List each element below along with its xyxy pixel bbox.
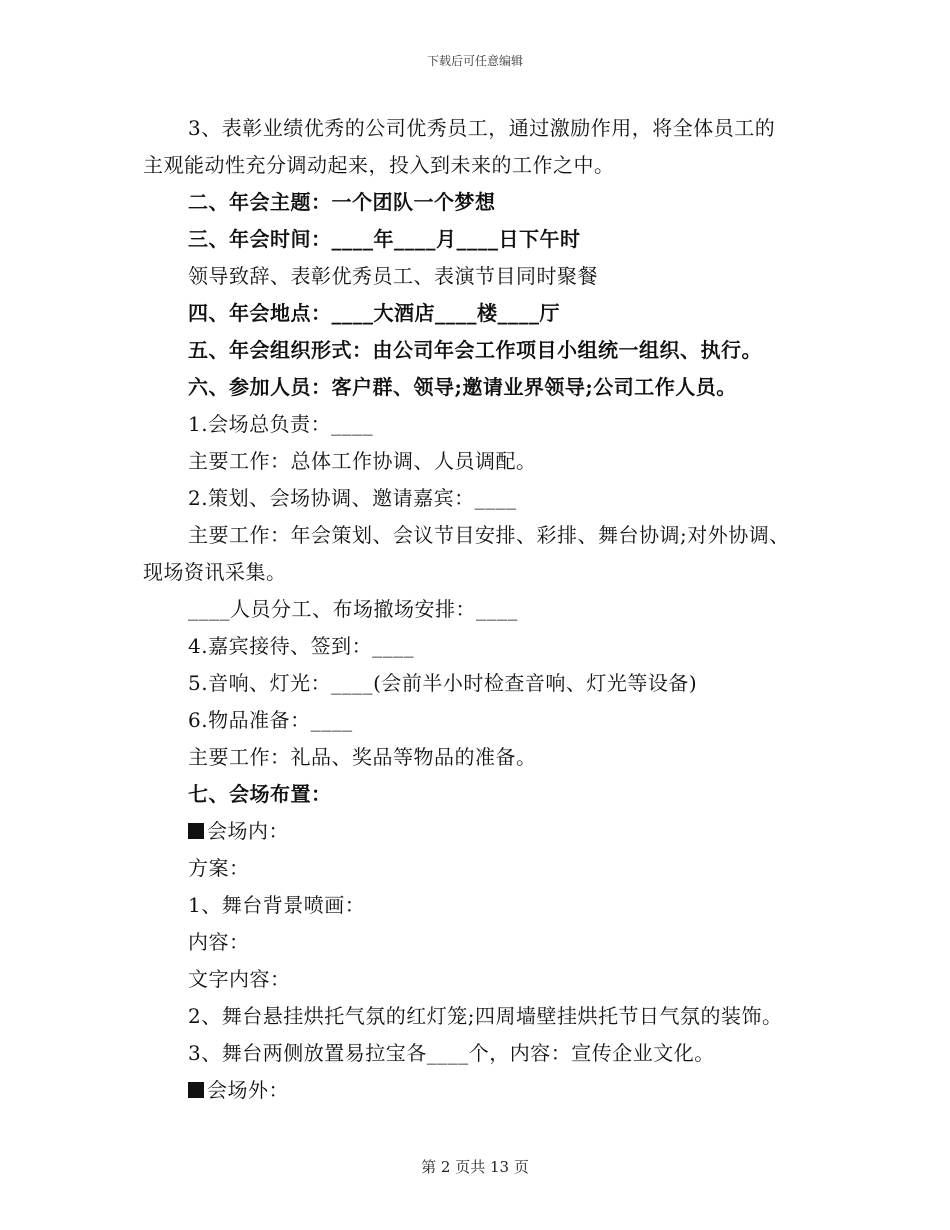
role-supplies: 6.物品准备：____ <box>188 708 353 732</box>
role-venue-lead: 1.会场总负责：____ <box>188 412 374 436</box>
plan-label: 方案： <box>188 856 250 880</box>
content-label: 内容： <box>188 930 250 954</box>
section-theme-heading: 二、年会主题：一个团队一个梦想 <box>188 190 496 214</box>
role-planning: 2.策划、会场协调、邀请嘉宾：____ <box>188 486 517 510</box>
subsection-outdoor-label: 会场外： <box>207 1078 289 1102</box>
subsection-indoor <box>143 813 833 850</box>
section-attendees-heading: 六、参加人员：客户群、领导;邀请业界领导;公司工作人员。 <box>188 375 737 399</box>
role-venue-lead-duty: 主要工作：总体工作协调、人员调配。 <box>188 449 537 473</box>
role-staffing: ____人员分工、布场撤场安排：____ <box>188 597 518 621</box>
section-time-heading: 三、年会时间：____年____月____日下午时 <box>188 227 581 251</box>
paragraph-goal-3-continued: 主观能动性充分调动起来，投入到未来的工作之中。 <box>143 153 615 177</box>
document-body <box>143 110 833 1109</box>
role-supplies-duty: 主要工作：礼品、奖品等物品的准备。 <box>188 745 537 769</box>
page-header: 下载后可任意编辑 <box>426 54 523 68</box>
section-venue-heading: 四、年会地点：____大酒店____楼____厅 <box>188 301 560 325</box>
section-layout-heading: 七、会场布置： <box>188 782 332 806</box>
plan-item-3: 3、舞台两侧放置易拉宝各____个，内容：宣传企业文化。 <box>188 1041 715 1065</box>
square-bullet-icon <box>188 823 204 839</box>
role-planning-duty-continued: 现场资讯采集。 <box>143 560 287 584</box>
square-bullet-icon <box>188 1082 204 1098</box>
role-planning-duty: 主要工作：年会策划、会议节目安排、彩排、舞台协调;对外协调、 <box>188 523 790 547</box>
role-reception: 4.嘉宾接待、签到：____ <box>188 634 415 658</box>
section-organization-heading: 五、年会组织形式：由公司年会工作项目小组统一组织、执行。 <box>188 338 762 362</box>
plan-item-2: 2、舞台悬挂烘托气氛的红灯笼;四周墙壁挂烘托节日气氛的装饰。 <box>188 1004 783 1028</box>
agenda-text: 领导致辞、表彰优秀员工、表演节目同时聚餐 <box>188 264 598 288</box>
paragraph-goal-3: 3、表彰业绩优秀的公司优秀员工，通过激励作用，将全体员工的 <box>188 116 776 140</box>
text-content-label: 文字内容： <box>188 967 291 991</box>
subsection-indoor-label: 会场内： <box>207 819 289 843</box>
subsection-outdoor <box>143 1072 833 1109</box>
page-footer: 第 2 页共 13 页 <box>421 1158 529 1176</box>
role-audio-lighting: 5.音响、灯光：____(会前半小时检查音响、灯光等设备) <box>188 671 698 695</box>
plan-item-1: 1、舞台背景喷画： <box>188 893 366 917</box>
